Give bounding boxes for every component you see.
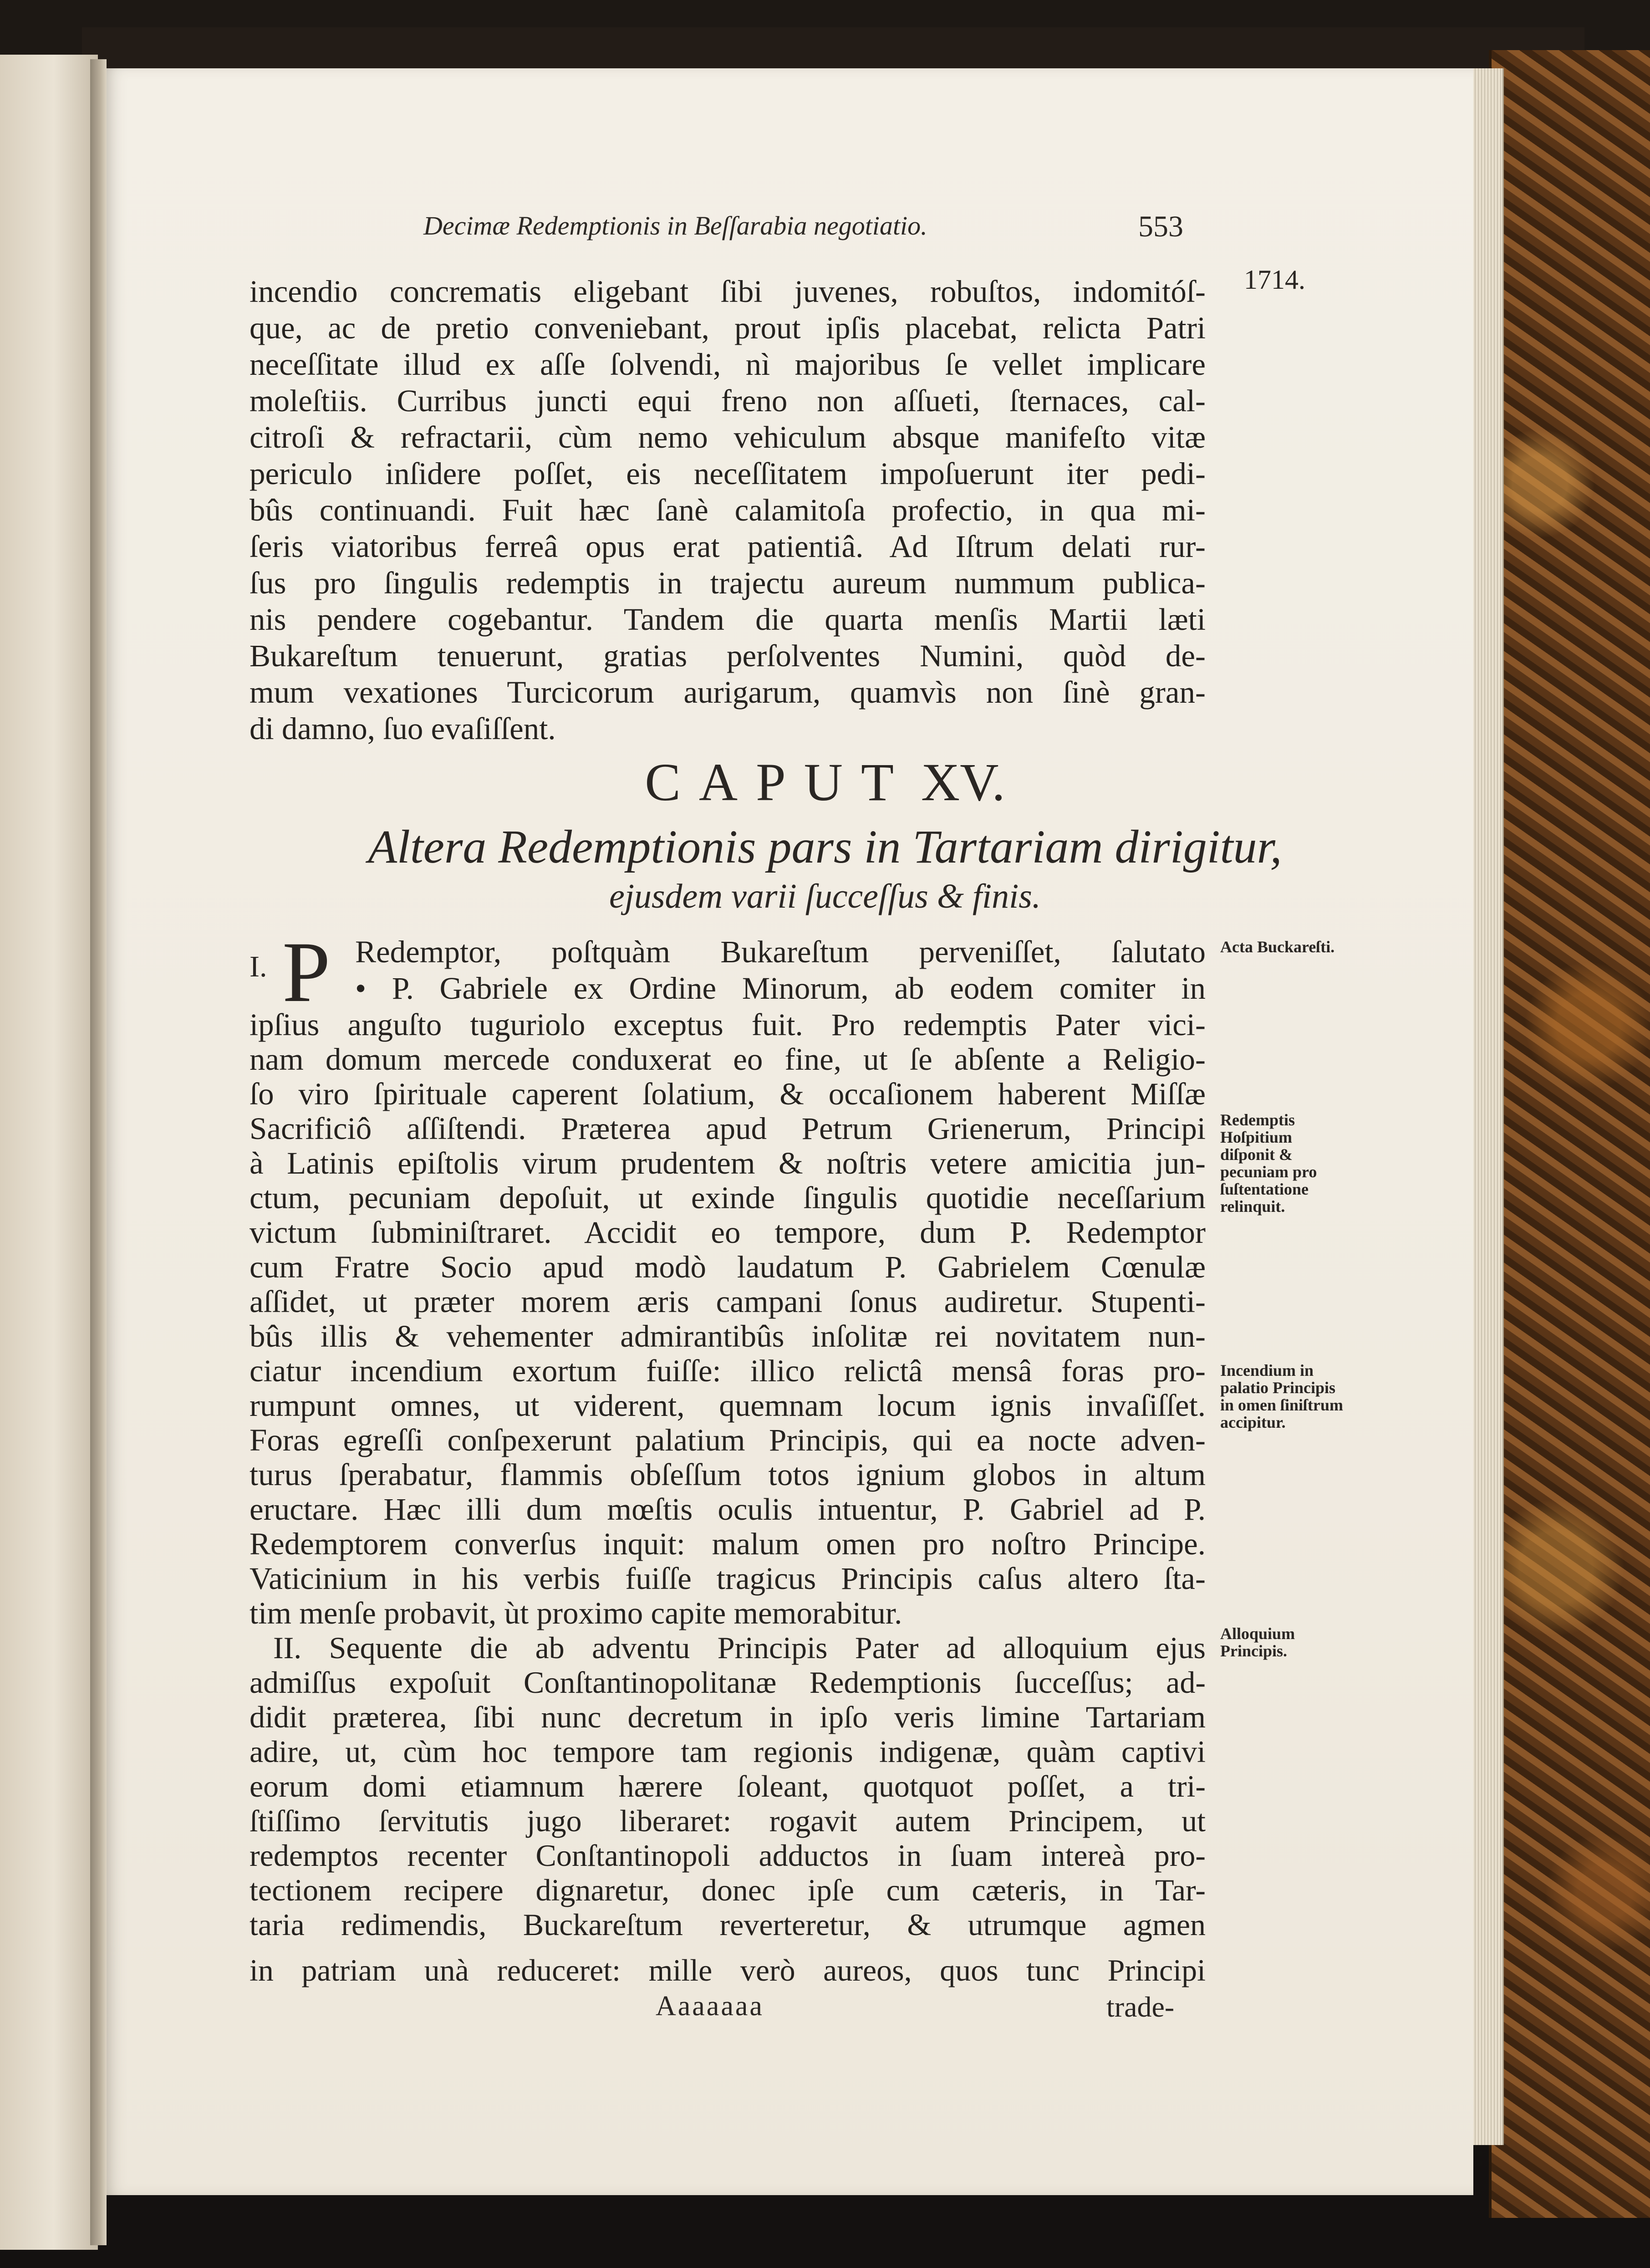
text-line: bûs continuandi. Fuit hæc ſanè calamitoſa profectio, in qua mi-	[250, 493, 1206, 527]
book-cover-top	[82, 27, 1584, 73]
marginal-note: Redemptis Hoſpitium diſponit & pecuniam pro ſuſtentatione relinquit.	[1220, 1111, 1317, 1216]
text-line: incendio concrematis eligebant ſibi juvenes, robuſtos, indomitóſ-	[250, 274, 1206, 309]
left-page-edge	[0, 55, 98, 2250]
chapter-number: XV.	[921, 752, 1005, 812]
book-gutter	[90, 59, 107, 2245]
text-line: cum Fratre Socio apud modò laudatum P. Gabrielem Cœnulæ	[250, 1250, 1206, 1284]
text-line: victum ſubminiſtraret. Accidit eo tempore, dum P. Redemptor	[250, 1215, 1206, 1250]
page-number: 553	[1138, 210, 1183, 243]
chapter-title: Altera Redemptionis pars in Tartariam dirigitur,	[368, 821, 1282, 873]
section-marker: I.	[250, 950, 267, 983]
text-line: tim menſe probavit, ùt proximo capite memorabitur.	[250, 1596, 902, 1630]
text-line: Foras egreſſi conſpexerunt palatium Principis, qui ea nocte adven-	[250, 1423, 1206, 1457]
text-line: eorum domi etiamnum hærere ſoleant, quotquot poſſet, a tri-	[250, 1769, 1206, 1803]
text-line: nis pendere cogebantur. Tandem die quarta menſis Martii læti	[250, 602, 1206, 637]
marbled-book-cover	[1489, 50, 1650, 2218]
drop-cap: P	[282, 925, 331, 1020]
text-line: moleſtiis. Curribus juncti equi freno non aſſueti, ſternaces, cal-	[250, 383, 1206, 418]
text-line: rumpunt omnes, ut viderent, quemnam locum ignis invaſiſſet.	[250, 1388, 1206, 1423]
chapter-label: CAPUT	[645, 752, 912, 812]
marginal-note: Incendium in palatio Principis in omen ſiniſtrum accipitur.	[1220, 1361, 1344, 1431]
text-line: • P. Gabriele ex Ordine Minorum, ab eodem comiter in	[355, 971, 1206, 1006]
chapter-subtitle: ejusdem varii ſucceſſus & finis.	[609, 877, 1041, 915]
text-line: ſo viro ſpirituale caperent ſolatium, & occaſionem haberent Miſſæ	[250, 1077, 1206, 1111]
marginal-note: Alloquium Principis.	[1220, 1624, 1295, 1660]
text-line: didit præterea, ſibi nunc decretum in ipſo veris limine Tartariam	[250, 1700, 1206, 1734]
running-head: Decimæ Redemptionis in Beſſarabia negotiatio.	[423, 211, 927, 240]
text-line: neceſſitate illud ex aſſe ſolvendi, nì majoribus ſe vellet implicare	[250, 347, 1206, 382]
text-line: ciatur incendium exortum fuiſſe: illico relictâ mensâ foras pro-	[250, 1354, 1206, 1388]
text-line: nam domum mercede conduxerat eo fine, ut ſe abſente a Religio-	[250, 1042, 1206, 1077]
text-line: in patriam unà reduceret: mille verò aureos, quos tunc Principi	[250, 1953, 1206, 1987]
text-line: adire, ut, cùm hoc tempore tam regionis indigenæ, quàm captivi	[250, 1734, 1206, 1769]
text-line: à Latinis epiſtolis virum prudentem & noſtris vetere amicitia jun-	[250, 1146, 1206, 1180]
text-line: ſeris viatoribus ferreâ opus erat patientiâ. Ad Iſtrum delati rur-	[250, 529, 1206, 564]
chapter-heading	[0, 751, 1650, 813]
text-line: II. Sequente die ab adventu Principis Pater ad alloquium ejus	[273, 1630, 1206, 1665]
text-line: Vaticinium in his verbis fuiſſe tragicus Principis caſus altero ſta-	[250, 1561, 1206, 1596]
text-line: eructare. Hæc illi dum mœſtis oculis intuentur, P. Gabriel ad P.	[250, 1492, 1206, 1527]
text-line: aſſidet, ut præter morem æris campani ſonus audiretur. Stupenti-	[250, 1284, 1206, 1319]
text-line: tectionem recipere dignaretur, donec ipſe cum cæteris, in Tar-	[250, 1873, 1206, 1907]
signature-mark: Aaaaaaa	[656, 1991, 764, 2022]
text-line: mum vexationes Turcicorum aurigarum, quamvìs non ſinè gran-	[250, 675, 1206, 710]
text-line: taria redimendis, Buckareſtum reverteretur, & utrumque agmen	[250, 1907, 1206, 1942]
text-line: citroſi & refractarii, cùm nemo vehiculum absque manifeſto vitæ	[250, 420, 1206, 455]
text-line: periculo inſidere poſſet, eis neceſſitatem impoſuerunt iter pedi-	[250, 456, 1206, 491]
text-line: Bukareſtum tenuerunt, gratias perſolventes Numini, quòd de-	[250, 639, 1206, 673]
text-line: Redemptor, poſtquàm Bukareſtum perveniſſet, ſalutato	[355, 935, 1206, 969]
text-line: di damno, ſuo evaſiſſent.	[250, 711, 556, 746]
text-line: redemptos recenter Conſtantinopoli adductos in ſuam intereà pro-	[250, 1838, 1206, 1873]
text-line: Redemptorem converſus inquit: malum omen pro noſtro Principe.	[250, 1527, 1206, 1561]
text-line: ctum, pecuniam depoſuit, ut exinde ſingulis quotidie neceſſarium	[250, 1180, 1206, 1215]
text-line: turus ſperabatur, flammis obſeſſum totos ignium globos in altum	[250, 1457, 1206, 1492]
catchword: trade-	[1106, 1991, 1175, 2023]
text-line: ſtiſſimo ſervitutis jugo liberaret: rogavit autem Principem, ut	[250, 1803, 1206, 1838]
marginal-note: Acta Buckareſti.	[1220, 938, 1335, 956]
text-line: que, ac de pretio conveniebant, prout ipſis placebat, relicta Patri	[250, 311, 1206, 345]
text-line: admiſſus expoſuit Conſtantinopolitanæ Redemptionis ſucceſſus; ad-	[250, 1665, 1206, 1700]
text-line: ſus pro ſingulis redemptis in trajectu aureum nummum publica-	[250, 566, 1206, 600]
text-line: ipſius anguſto tuguriolo exceptus fuit. Pro redemptis Pater vici-	[250, 1007, 1206, 1042]
text-line: bûs illis & vehementer admirantibûs inſolitæ rei novitatem nun-	[250, 1319, 1206, 1354]
text-line: Sacrificiô aſſiſtendi. Præterea apud Petrum Grienerum, Principi	[250, 1111, 1206, 1146]
margin-year: 1714.	[1244, 265, 1305, 295]
